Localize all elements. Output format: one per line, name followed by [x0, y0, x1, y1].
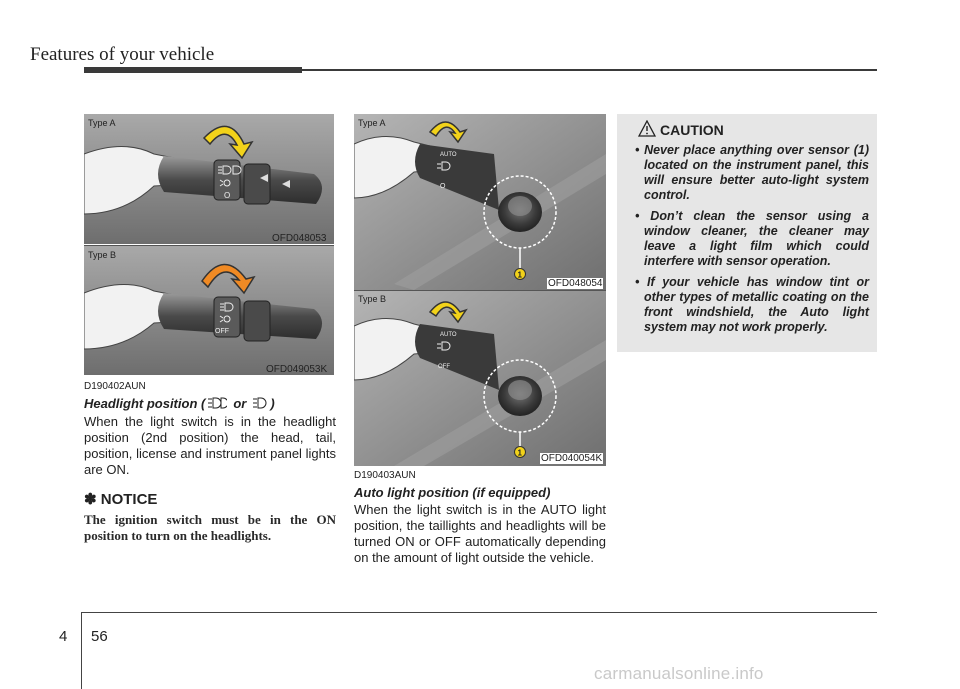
figure-type-b-auto-light [354, 290, 606, 466]
figure-type-label: Type A [88, 118, 116, 128]
figure-code: OFD049053K [266, 364, 328, 375]
notice-title: ✽ NOTICE [84, 491, 158, 508]
page-header-title: Features of your vehicle [30, 44, 215, 65]
headlight-position-body: When the light switch is in the headlight position (2nd position) the head, tail, position, license and instrument panel lights are ON. [84, 414, 336, 477]
auto-light-body: When the light switch is in the AUTO light position, the taillights and headlights will be turned ON or OFF automatically depending on the amount of light outside the vehicle. [354, 502, 606, 565]
chapter-number: 4 [59, 628, 68, 645]
headlight-icon [252, 396, 268, 413]
figure-illustration [354, 290, 606, 466]
watermark: carmanualsonline.info [594, 664, 764, 683]
switch-label-off: OFF [215, 328, 229, 335]
caution-item: • If your vehicle has window tint or other types of metallic coating on the front windshield, the Auto light system may not work properly. [635, 275, 869, 334]
figure-type-label: Type A [358, 118, 386, 128]
caution-item: • Don’t clean the sensor using a window cleaner, the cleaner may leave a light film which could interfere with sensor operation. [635, 209, 869, 268]
page-number: 56 [91, 628, 108, 645]
figure-type-label: Type B [88, 250, 117, 260]
switch-label-auto: AUTO [440, 332, 457, 338]
heading-or: or [233, 396, 247, 411]
footer-divider [81, 612, 82, 689]
callout-number: 1 [517, 270, 522, 280]
section-code: D190402AUN [84, 381, 146, 392]
header-rule-thick [84, 67, 302, 73]
headlight-icon [207, 396, 227, 413]
switch-label-auto: AUTO [440, 152, 457, 158]
figure-code: OFD048054 [548, 278, 603, 289]
figure-type-a-headlight [84, 114, 334, 244]
caution-item: • Never place anything over sensor (1) located on the instrument panel, this will ensure better auto-light system control. [635, 143, 869, 202]
notice-body: The ignition switch must be in the ON position to turn on the headlights. [84, 512, 336, 543]
section-code: D190403AUN [354, 470, 416, 481]
heading-prefix: Headlight position ( [84, 396, 206, 411]
warning-triangle-icon [638, 120, 656, 142]
caution-list [627, 143, 869, 341]
caution-title: CAUTION [660, 122, 724, 138]
figure-type-b-headlight [84, 245, 334, 375]
headlight-position-heading [84, 396, 275, 413]
figure-illustration [354, 114, 606, 290]
figure-type-a-auto-light [354, 114, 606, 290]
footer-rule [81, 612, 877, 613]
figure-illustration [84, 245, 334, 375]
switch-label-off: O [440, 183, 446, 190]
figure-code: OFD048053 [272, 233, 327, 244]
figure-code: OFD040054K [541, 453, 603, 464]
callout-number: 1 [517, 448, 522, 458]
switch-label-off: OFF [438, 364, 450, 370]
header-rule-thin [302, 69, 877, 71]
heading-suffix: ) [270, 396, 275, 411]
auto-light-heading: Auto light position (if equipped) [354, 485, 551, 500]
figure-type-label: Type B [358, 294, 387, 304]
switch-label-off: O [224, 191, 231, 200]
figure-illustration [84, 114, 334, 244]
